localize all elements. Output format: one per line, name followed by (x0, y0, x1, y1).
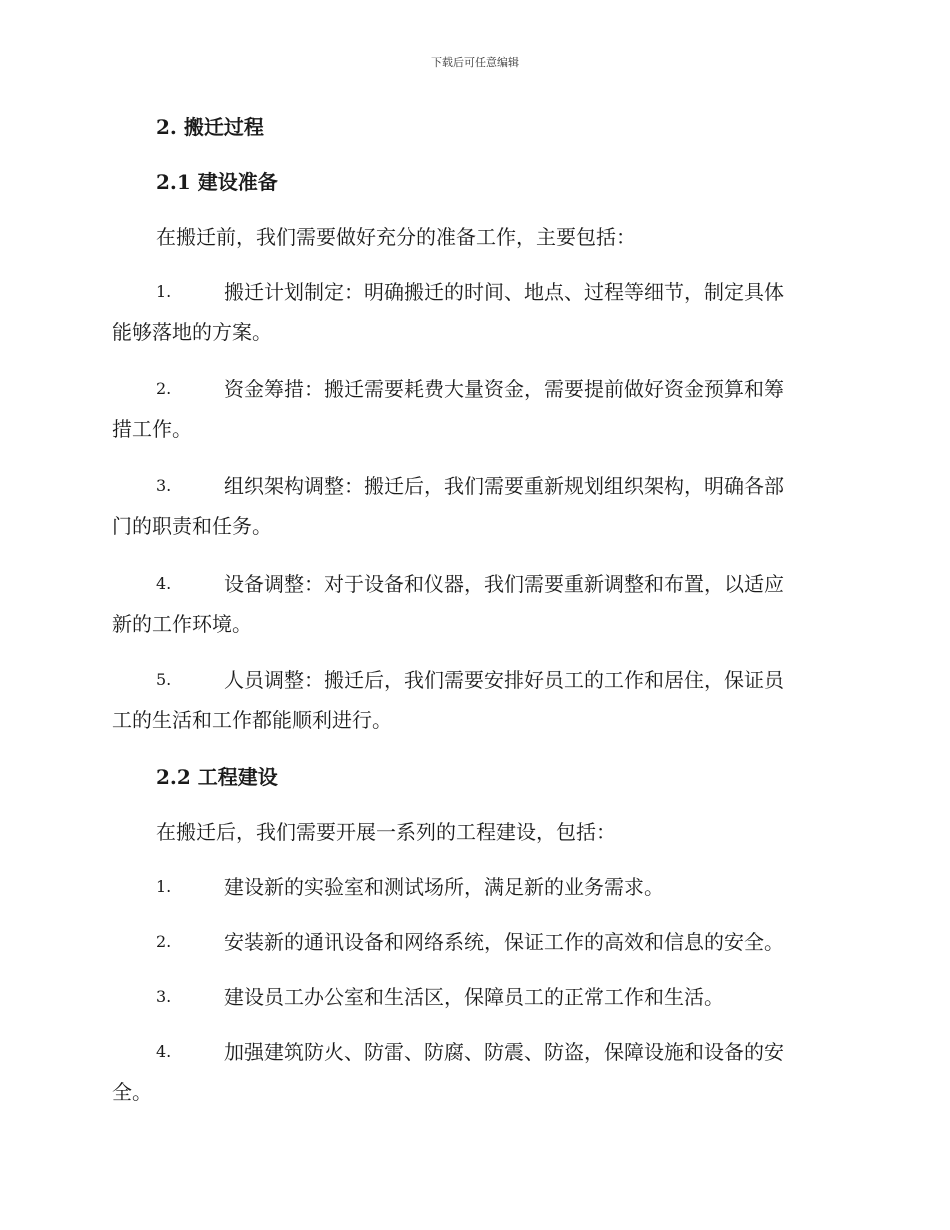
page-header: 下载后可任意编辑 (431, 56, 519, 69)
list-item-number: 3. (156, 476, 172, 495)
list-item (112, 466, 837, 546)
list-item-text: 安装新的通讯设备和网络系统，保证工作的高效和信息的安全。 (224, 930, 784, 954)
list-item-text-continued: 新的工作环境。 (112, 612, 252, 636)
list-item-number: 1. (156, 877, 172, 896)
preparation-intro: 在搬迁前，我们需要做好充分的准备工作，主要包括： (156, 225, 636, 249)
list-item-number: 2. (156, 932, 172, 951)
list-item (112, 660, 837, 740)
list-item-text: 建设员工办公室和生活区，保障员工的正常工作和生活。 (224, 985, 724, 1009)
list-item (112, 867, 837, 907)
list-item-text-continued: 全。 (112, 1080, 152, 1104)
list-item-text: 设备调整：对于设备和仪器，我们需要重新调整和布置，以适应 (224, 572, 784, 596)
list-item-text: 组织架构调整：搬迁后，我们需要重新规划组织架构，明确各部 (224, 474, 784, 498)
list-item (112, 1032, 837, 1112)
list-item-number: 2. (156, 379, 172, 398)
list-item-number: 3. (156, 987, 172, 1006)
list-item-number: 4. (156, 1042, 172, 1061)
list-item-text-continued: 措工作。 (112, 417, 192, 441)
list-item-text-continued: 能够落地的方案。 (112, 320, 272, 344)
list-item (112, 564, 837, 644)
list-item-text: 人员调整：搬迁后，我们需要安排好员工的工作和居住，保证员 (224, 668, 784, 692)
list-item-number: 4. (156, 574, 172, 593)
list-item-text: 建设新的实验室和测试场所，满足新的业务需求。 (224, 875, 664, 899)
list-item-number: 1. (156, 282, 172, 301)
section-title: 2. 搬迁过程 (156, 115, 264, 139)
construction-intro: 在搬迁后，我们需要开展一系列的工程建设，包括： (156, 820, 616, 844)
list-item-text: 加强建筑防火、防雷、防腐、防震、防盗，保障设施和设备的安 (224, 1040, 784, 1064)
list-item (112, 977, 837, 1017)
list-item-number: 5. (156, 670, 172, 689)
list-item-text-continued: 工的生活和工作都能顺利进行。 (112, 708, 392, 732)
list-item-text-continued: 门的职责和任务。 (112, 514, 272, 538)
list-item-text: 资金筹措：搬迁需要耗费大量资金，需要提前做好资金预算和筹 (224, 377, 784, 401)
list-item (112, 369, 837, 449)
subsection-title-preparation: 2.1 建设准备 (156, 170, 278, 194)
list-item (112, 272, 837, 352)
list-item (112, 922, 837, 962)
list-item-text: 搬迁计划制定：明确搬迁的时间、地点、过程等细节，制定具体 (224, 280, 784, 304)
subsection-title-construction: 2.2 工程建设 (156, 765, 278, 789)
